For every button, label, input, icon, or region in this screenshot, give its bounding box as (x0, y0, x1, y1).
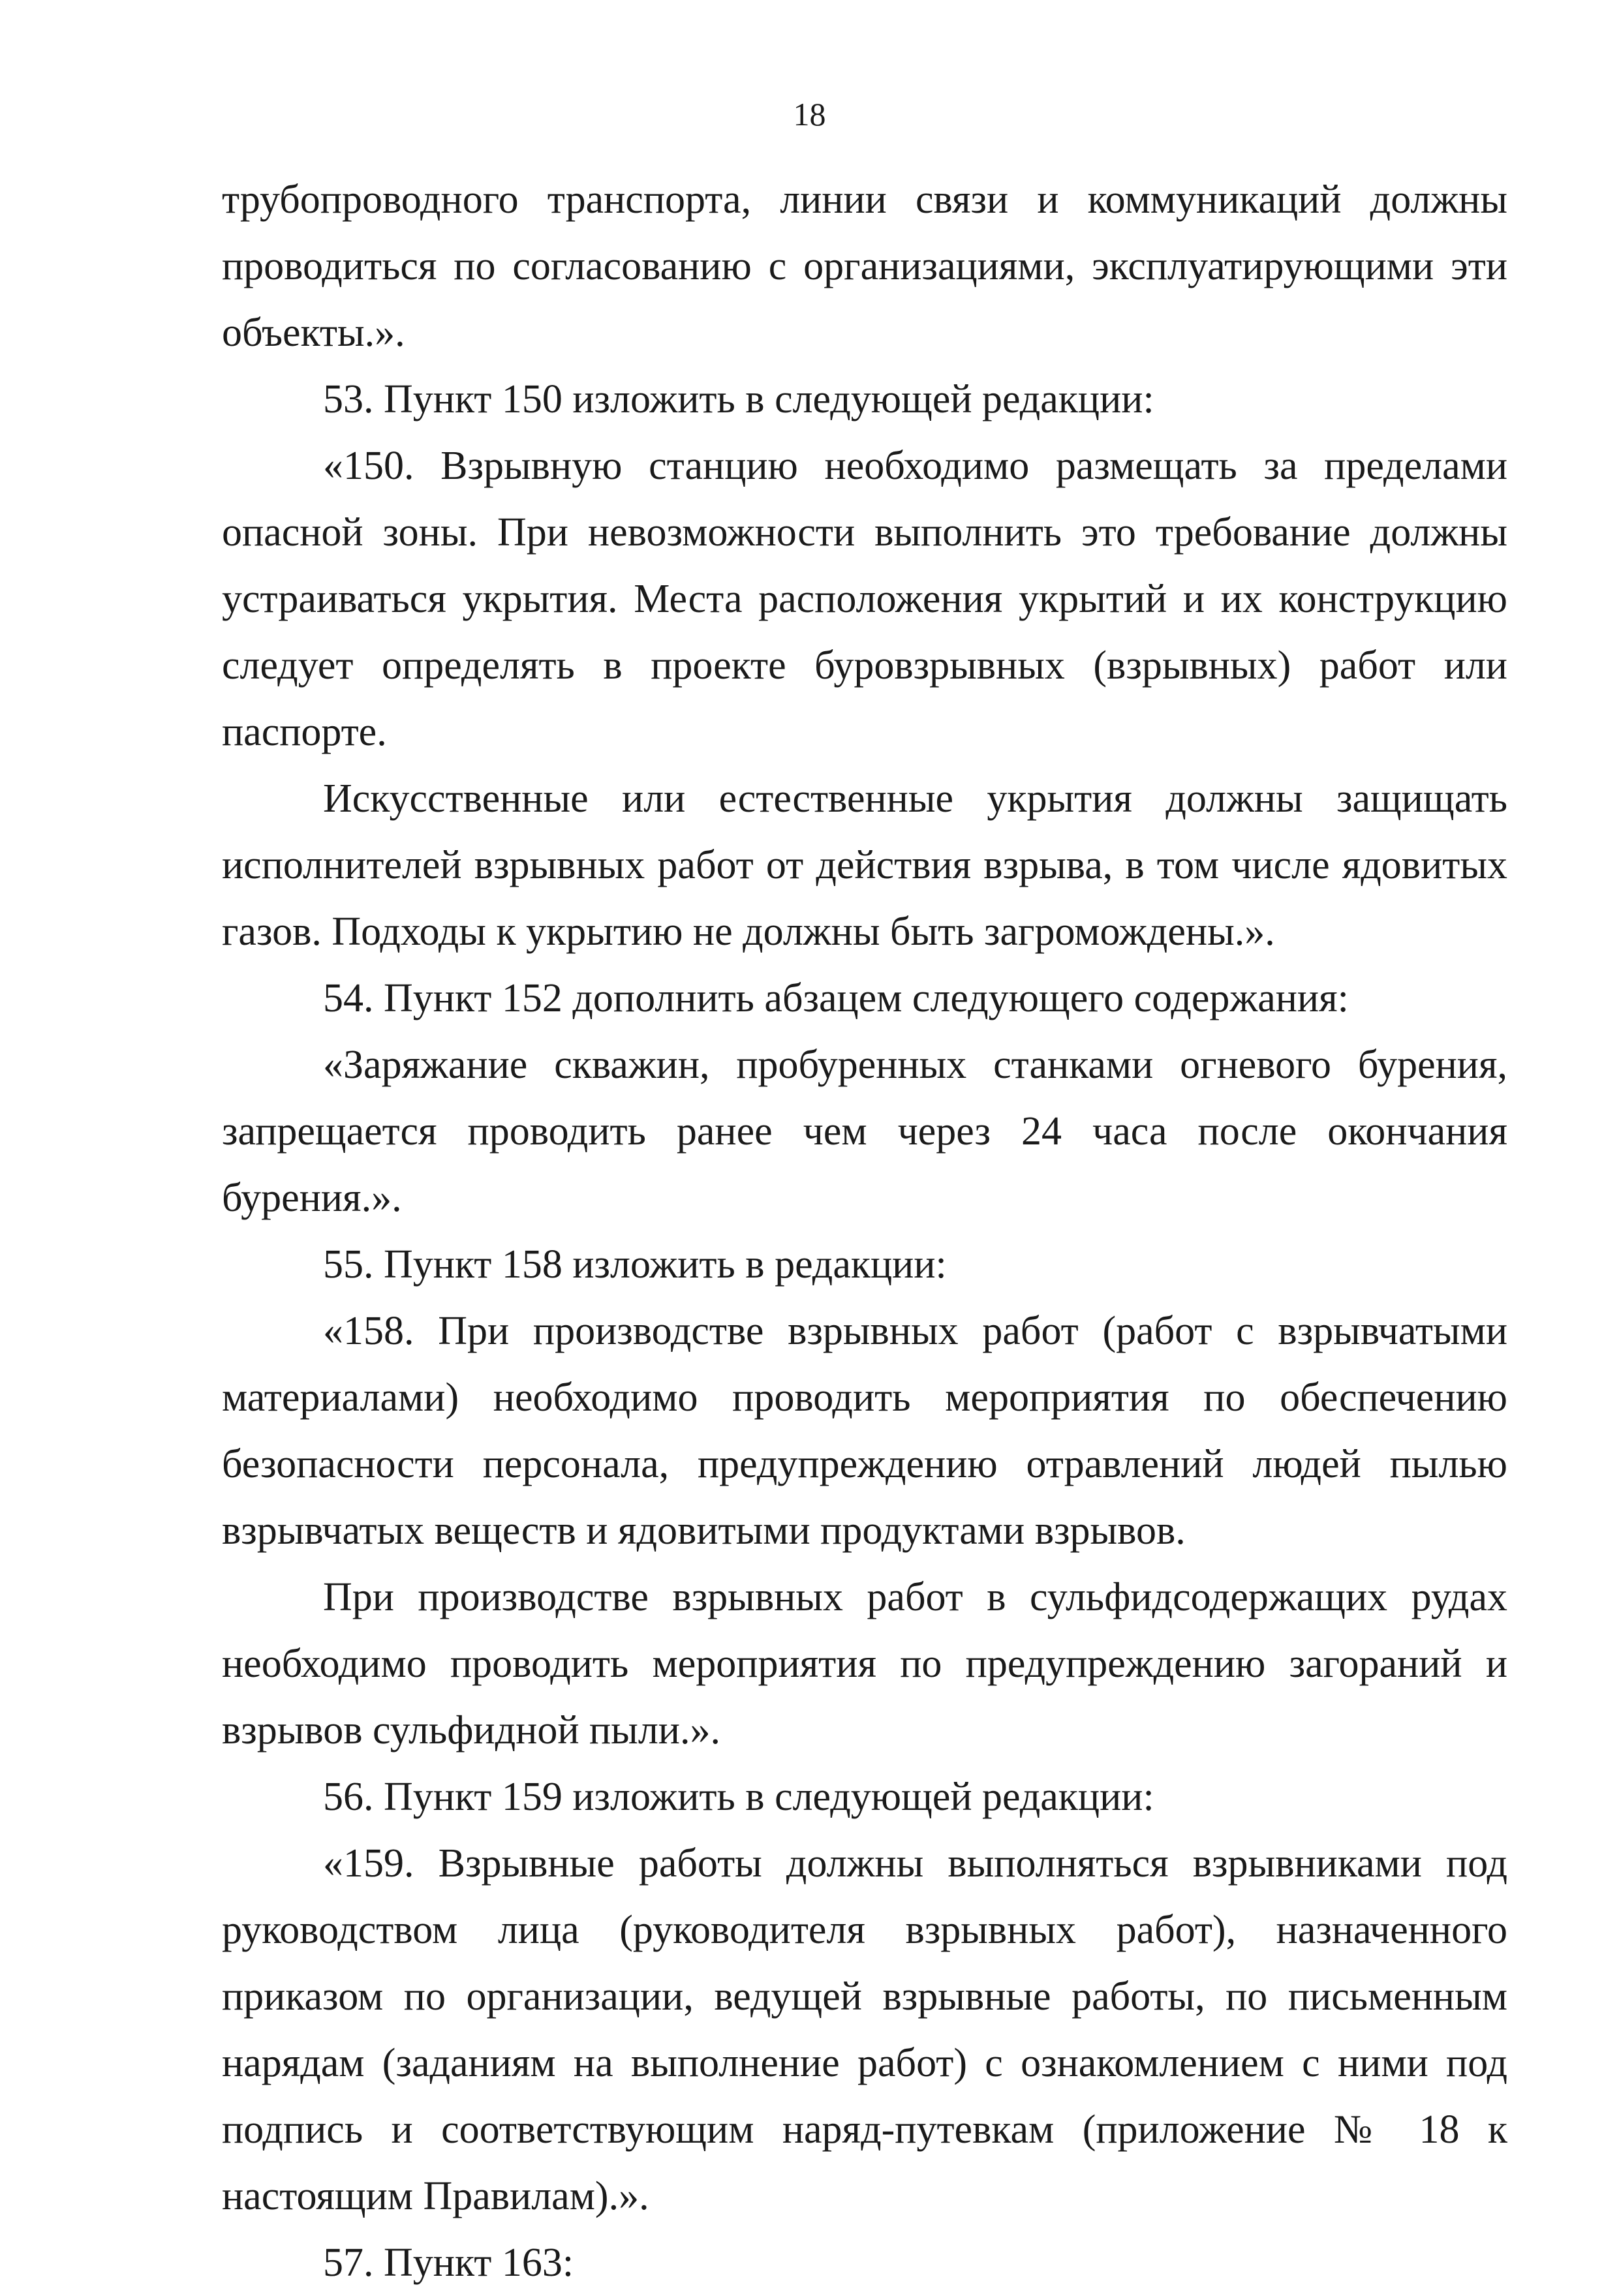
page-number: 18 (793, 96, 826, 132)
paragraph-sulfide-ores: При производстве взрывных работ в сульфидсодержащих рудах необходимо проводить мероприятия по предупреждению загораний и взрывов сульфидной пыли.». (222, 1575, 1507, 1753)
paragraph-item-55: 55. Пункт 158 изложить в редакции: (323, 1242, 947, 1287)
paragraph-item-53: 53. Пункт 150 изложить в следующей редакции: (323, 377, 1154, 421)
paragraph-shelters: Искусственные или естественные укрытия должны защищать исполнителей взрывных работ от действия взрыва, в том числе ядовитых газов. Подходы к укрытию не должны быть загромождены.». (222, 776, 1507, 954)
document-body (222, 166, 1507, 2296)
paragraph-continuation: трубопроводного транспорта, линии связи и коммуникаций должны проводиться по согласованию с организациями, эксплуатирующими эти объекты.». (222, 177, 1507, 355)
paragraph-charging-wells: «Заряжание скважин, пробуренных станками огневого бурения, запрещается проводить ранее чем через 24 часа после окончания бурения.». (222, 1043, 1507, 1220)
paragraph-item-54: 54. Пункт 152 дополнить абзацем следующего содержания: (323, 976, 1349, 1020)
paragraph-clause-158: «158. При производстве взрывных работ (работ с взрывчатыми материалами) необходимо проводить мероприятия по обеспечению безопасности персонала, предупреждению отравлений людей пылью взрывчатых веществ и ядовитыми продуктами взрывов. (222, 1309, 1507, 1553)
paragraph-clause-150: «150. Взрывную станцию необходимо размещать за пределами опасной зоны. При невозможности выполнить это требование должны устраиваться укрытия. Места расположения укрытий и их конструкцию следует определять в проекте буровзрывных (взрывных) работ или паспорте. (222, 444, 1507, 754)
paragraph-item-57: 57. Пункт 163: (323, 2241, 574, 2285)
paragraph-clause-159: «159. Взрывные работы должны выполняться взрывниками под руководством лица (руководителя взрывных работ), назначенного приказом по организации, ведущей взрывные работы, по письменным нарядам (заданиям на выполнение работ) с ознакомлением с ними под подпись и соответствующим наряд-путевкам (приложение № 18 к настоящим Правилам).». (222, 1841, 1507, 2218)
paragraph-item-56: 56. Пункт 159 изложить в следующей редакции: (323, 1775, 1154, 1819)
